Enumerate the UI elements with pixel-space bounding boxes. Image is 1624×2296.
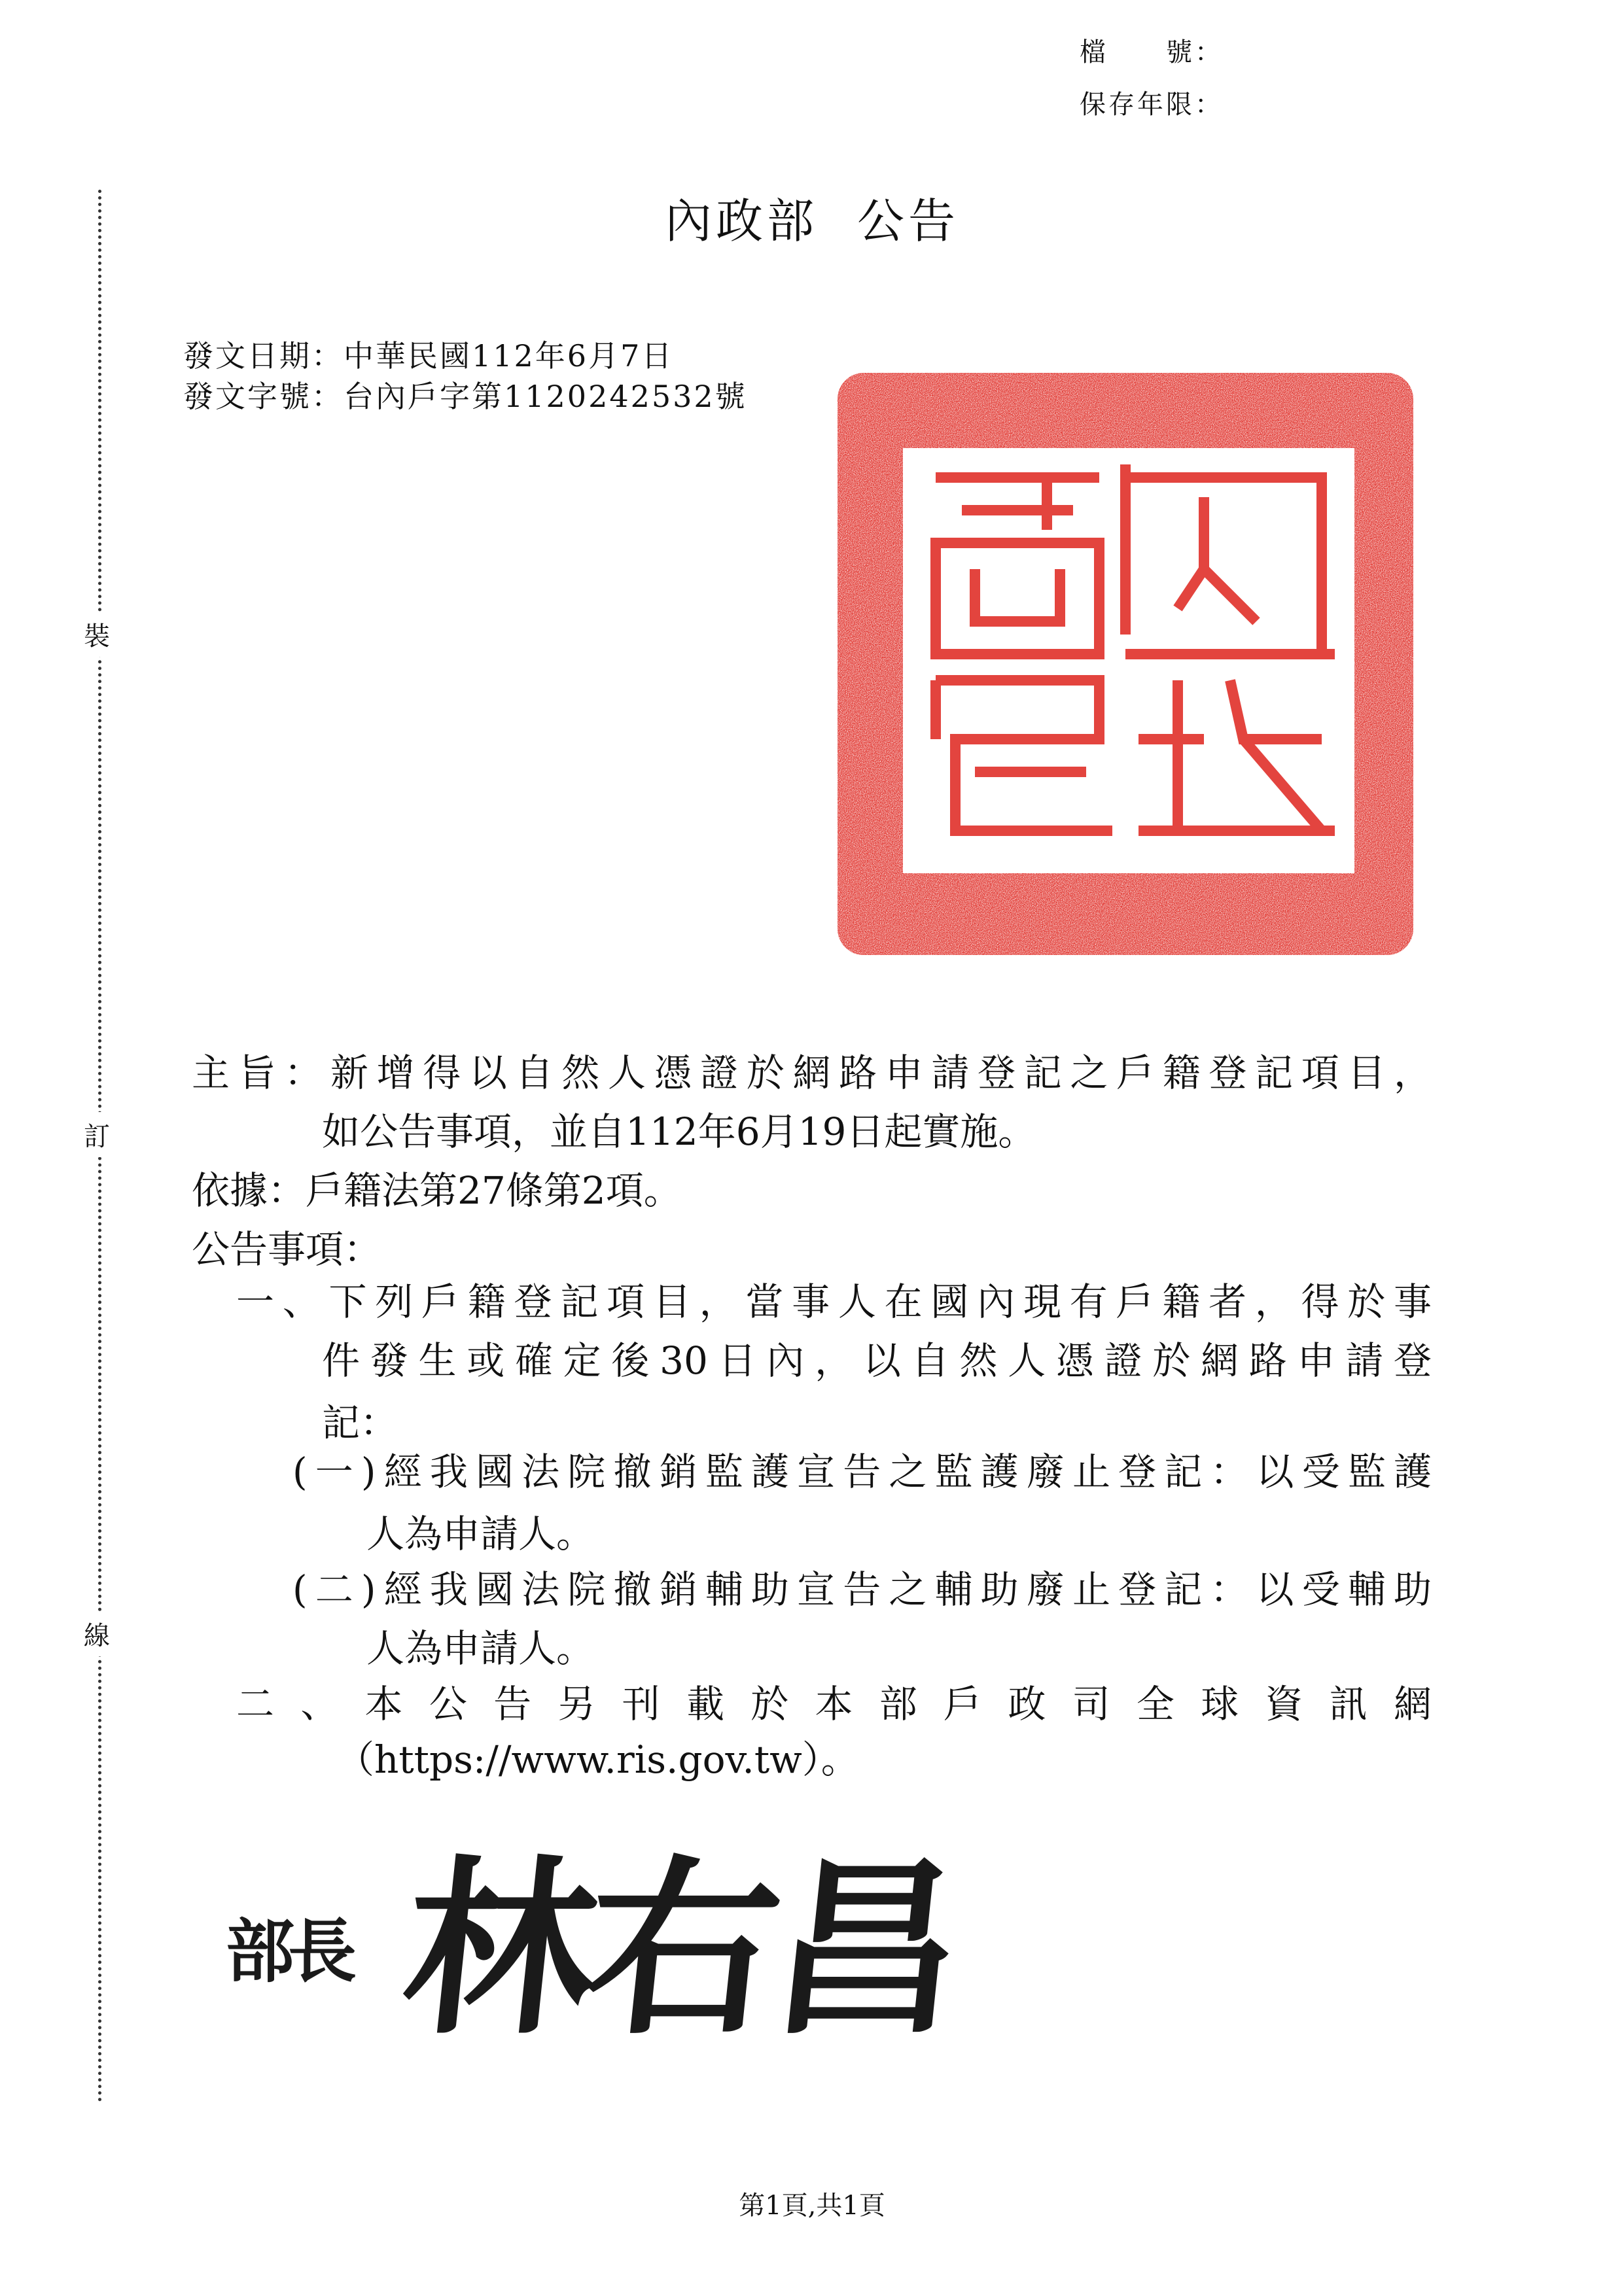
sub-item2-line-2: 人為申請人。 bbox=[366, 1626, 595, 1671]
file-number-label: 檔 號： bbox=[1080, 37, 1224, 67]
item1-line-2: 件發生或確定後30日內，以自然人憑證於網路申請登 bbox=[322, 1338, 1432, 1383]
item1-line-3: 記： bbox=[322, 1400, 398, 1445]
official-seal bbox=[838, 373, 1413, 955]
page-number: 第1頁,共1頁 bbox=[739, 2191, 885, 2221]
item2-line-2: （https://www.ris.gov.tw）。 bbox=[336, 1737, 859, 1782]
signature-title: 部長 bbox=[226, 1911, 351, 1992]
issue-number: 發文字號：台內戶字第1120242532號 bbox=[183, 379, 747, 414]
agency-name: 內政部 bbox=[664, 194, 818, 249]
document-type: 公告 bbox=[857, 194, 960, 249]
items-heading: 公告事項： bbox=[192, 1227, 382, 1272]
sub-item1-line-1: (一)經我國法院撤銷監護宣告之監護廢止登記：以受監護 bbox=[292, 1450, 1432, 1494]
retention-period-label: 保存年限： bbox=[1080, 90, 1224, 120]
page-title bbox=[0, 183, 1624, 251]
binding-label-xian: 線 bbox=[84, 1611, 110, 1656]
binding-label-zhuang: 裝 bbox=[84, 612, 110, 657]
item1-line-1: 一、下列戶籍登記項目，當事人在國內現有戶籍者，得於事 bbox=[236, 1279, 1432, 1324]
minister-signature: 林右昌 bbox=[394, 1838, 967, 2061]
subject-line-1: 主旨：新增得以自然人憑證於網路申請登記之戶籍登記項目， bbox=[192, 1051, 1432, 1095]
subject-line-2: 如公告事項，並自112年6月19日起實施。 bbox=[322, 1109, 1036, 1154]
item2-line-1: 二、本公告另刊載於本部戶政司全球資訊網 bbox=[236, 1682, 1432, 1726]
sub-item1-line-2: 人為申請人。 bbox=[366, 1512, 595, 1556]
basis: 依據：戶籍法第27條第2項。 bbox=[192, 1168, 682, 1213]
binding-label-ding: 訂 bbox=[84, 1112, 110, 1157]
issue-date: 發文日期：中華民國112年6月7日 bbox=[183, 338, 674, 374]
sub-item2-line-1: (二)經我國法院撤銷輔助宣告之輔助廢止登記：以受輔助 bbox=[292, 1567, 1432, 1612]
